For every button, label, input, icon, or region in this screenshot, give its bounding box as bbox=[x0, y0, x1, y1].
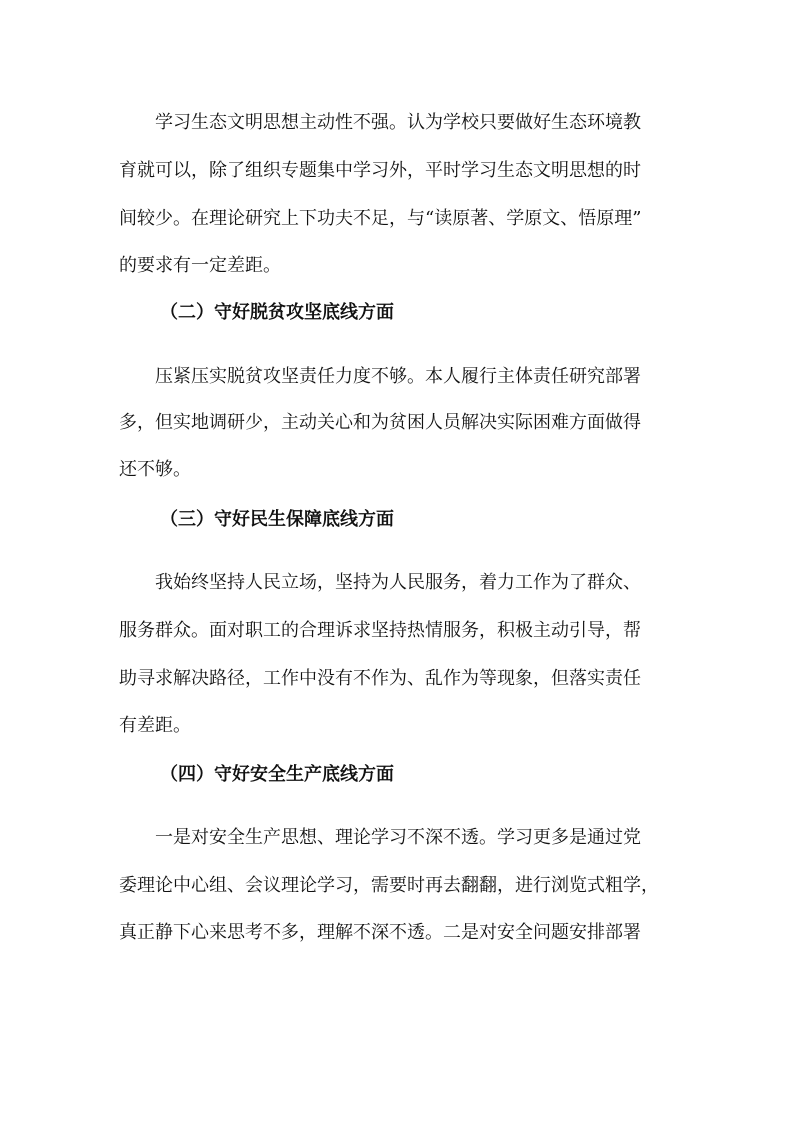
section-heading: （四）守好安全生产底线方面 bbox=[160, 764, 394, 785]
paragraph-line: 有差距。 bbox=[119, 715, 191, 736]
paragraph-line: 真正静下心来思考不多，理解不深不透。二是对安全问题安排部署 bbox=[119, 922, 641, 943]
paragraph-line: 多，但实地调研少，主动关心和为贫困人员解决实际困难方面做得 bbox=[119, 412, 641, 433]
paragraph-line: 一是对安全生产思想、理论学习不深不透。学习更多是通过党 bbox=[155, 827, 641, 848]
section-heading: （三）守好民生保障底线方面 bbox=[160, 509, 394, 530]
paragraph-line: 委理论中心组、会议理论学习，需要时再去翻翻，进行浏览式粗学， bbox=[119, 875, 659, 896]
paragraph-line: 的要求有一定差距。 bbox=[119, 255, 281, 276]
paragraph-line: 育就可以，除了组织专题集中学习外，平时学习生态文明思想的时 bbox=[119, 160, 641, 181]
paragraph-line: 间较少。在理论研究上下功夫不足，与“读原著、学原文、悟原理” bbox=[119, 208, 642, 229]
paragraph-line: 我始终坚持人民立场，坚持为人民服务，着力工作为了群众、 bbox=[155, 572, 641, 593]
section-heading: （二）守好脱贫攻坚底线方面 bbox=[160, 302, 394, 323]
paragraph-line: 压紧压实脱贫攻坚责任力度不够。本人履行主体责任研究部署 bbox=[155, 366, 641, 387]
paragraph-line: 服务群众。面对职工的合理诉求坚持热情服务，积极主动引导，帮 bbox=[119, 620, 641, 641]
paragraph-line: 学习生态文明思想主动性不强。认为学校只要做好生态环境教 bbox=[155, 112, 641, 133]
paragraph-line: 还不够。 bbox=[119, 459, 191, 480]
paragraph-line: 助寻求解决路径，工作中没有不作为、乱作为等现象，但落实责任 bbox=[119, 668, 641, 689]
